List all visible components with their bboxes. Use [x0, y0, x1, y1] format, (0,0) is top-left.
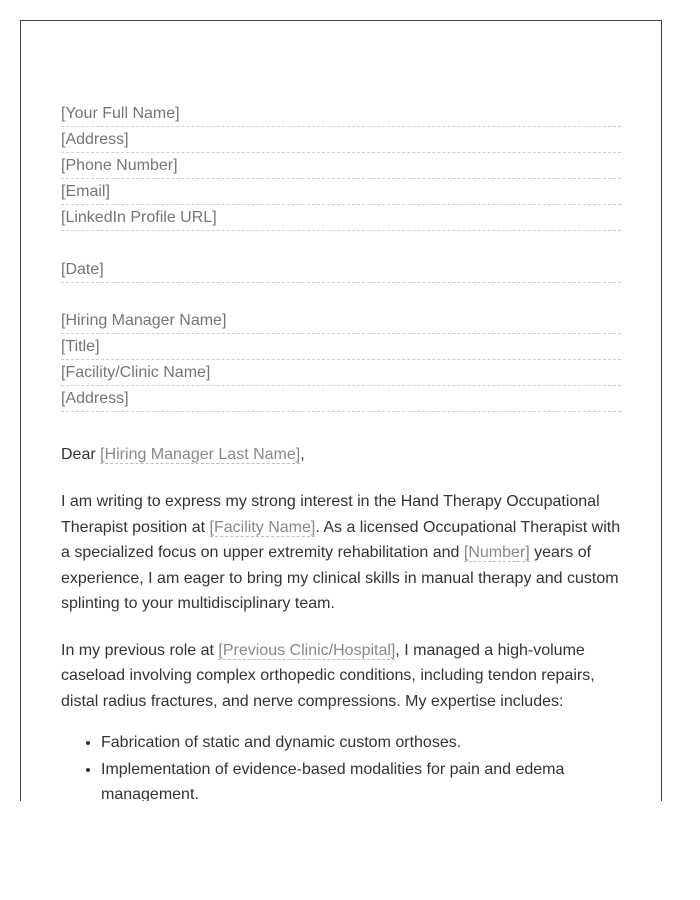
intro-text-1: I am writing to express my strong interest in the Hand Therapy Occupational Therapist position at — [61, 493, 600, 536]
letter-page — [20, 20, 662, 801]
spacer — [61, 231, 621, 257]
salutation-prefix: Dear — [61, 446, 101, 463]
spacer — [61, 283, 621, 308]
facility-name-field[interactable]: [Facility Name] — [209, 518, 316, 536]
experience-text-2: , I managed a high-volume caseload involving complex orthopedic conditions, including tendon repairs, distal radius fractures, and nerve compressions. My expertise includes: — [61, 641, 595, 710]
intro-text-3: years of experience, I am eager to bring my clinical skills in manual therapy and custom splinting to your multidisciplinary team. — [61, 544, 619, 612]
years-number-field[interactable]: [Number] — [463, 544, 530, 561]
skill-item: • Implementation of evidence-based modalities for pain and edema management. — [101, 757, 621, 802]
recipient-facility-field[interactable]: [Facility/Clinic Name] — [61, 360, 621, 386]
previous-clinic-field[interactable]: [Previous Clinic/Hospital] — [218, 641, 396, 659]
sender-phone-field[interactable]: [Phone Number] — [61, 153, 621, 179]
experience-text-1: In my previous role at — [61, 641, 219, 659]
intro-text-2: . As a licensed Occupational Therapist with a specialized focus on upper extremity rehabilitation and — [61, 518, 621, 561]
experience-paragraph — [61, 638, 621, 715]
letter-content — [61, 101, 621, 801]
date-field[interactable]: [Date] — [61, 257, 621, 283]
recipient-title-field[interactable]: [Title] — [61, 334, 621, 360]
sender-linkedin-field[interactable]: [LinkedIn Profile URL] — [61, 205, 621, 231]
intro-paragraph — [61, 489, 621, 617]
recipient-name-field[interactable]: [Hiring Manager Name] — [61, 308, 621, 334]
salutation-suffix: , — [300, 446, 305, 463]
sender-email-field[interactable]: [Email] — [61, 179, 621, 205]
skills-list — [61, 730, 621, 801]
recipient-block — [61, 308, 621, 412]
salutation — [61, 442, 621, 468]
sender-address-field[interactable]: [Address] — [61, 127, 621, 153]
sender-block — [61, 101, 621, 231]
sender-full-name-field[interactable]: [Your Full Name] — [61, 101, 621, 127]
skill-item: • Fabrication of static and dynamic custom orthoses. — [101, 730, 621, 756]
date-block — [61, 257, 621, 283]
hiring-manager-last-name-field[interactable]: [Hiring Manager Last Name] — [100, 446, 301, 463]
recipient-address-field[interactable]: [Address] — [61, 386, 621, 412]
